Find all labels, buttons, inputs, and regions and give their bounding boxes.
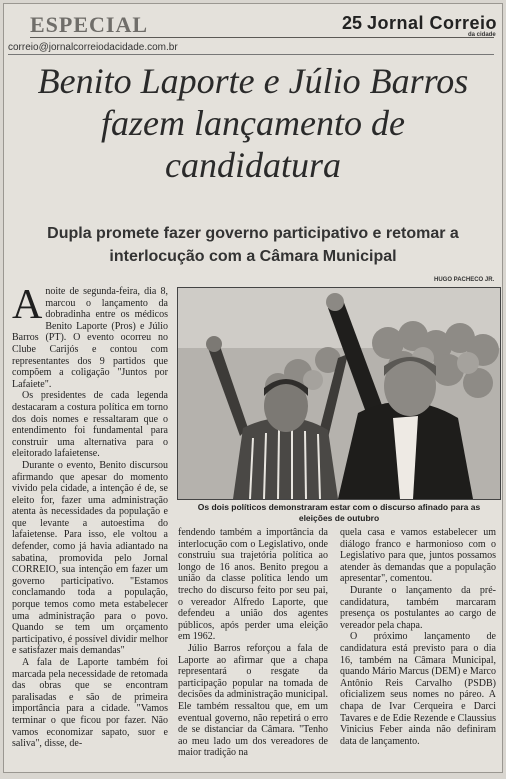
paragraph: Os presidentes de cada legenda destacaram a costura política em torno dos dois nomes e ressaltaram que o entendimento foi fundamental para construir uma alternativa para o eleitorado lafaietense. bbox=[12, 390, 168, 460]
paragraph: A noite de segunda-feira, dia 8, marcou o lançamento da dobradinha entre os médicos Benito Laporte (Pros) e Júlio Barros (PT). O evento ocorreu no Clube Carijós e contou com representantes dos 9 partidos que compõem a coligação "Juntos por Lafaiete". bbox=[12, 286, 168, 390]
newspaper-page bbox=[3, 3, 503, 773]
newspaper-logo-sub: da cidade bbox=[468, 32, 496, 38]
article-photo bbox=[177, 287, 501, 500]
paragraph: Durante o lançamento da pré-candidatura, também marcaram presença os postulantes ao cargo de vereador pela chapa. bbox=[340, 584, 496, 631]
article-column-3 bbox=[340, 527, 496, 767]
paragraph: A fala de Laporte também foi marcada pela necessidade de retomada das obras que se encontram paralisadas e são de primeira importância para a cidade. "Vamos terminar o que ficou por fazer. Não vamos economizar sapato, suor e saliva", disse, de- bbox=[12, 657, 168, 750]
article-subhead: Dupla promete fazer governo participativo e retomar a interlocução com a Câmara Municipal bbox=[47, 225, 459, 265]
paragraph: quela casa e vamos estabelecer um diálogo franco e harmonioso com o Legislativo para que, juntos possamos atender às demandas que a população apresentar", comentou. bbox=[340, 527, 496, 585]
paragraph: O próximo lançamento de candidatura está previsto para o dia 16, também na Câmara Municipal, quando Mário Marcus (DEM) e Marco Antônio Reis Carvalho (PSDB) oficializem seus nomes no páreo. A chapa de Ivar Cerqueira e Darci Tavares e de Edie Rezende e Claussius Vinicius Feber ainda não definiram data de lançamento. bbox=[340, 631, 496, 747]
drop-cap: A bbox=[12, 286, 43, 328]
photo-credit: HUGO PACHECO JR. bbox=[434, 277, 495, 283]
page-number: 25 bbox=[342, 13, 363, 33]
article-column-2 bbox=[178, 527, 328, 767]
section-title: ESPECIAL bbox=[30, 12, 149, 37]
newspaper-logo: Jornal Correio bbox=[367, 13, 498, 33]
contact-email[interactable]: correio@jornalcorreiodacidade.com.br bbox=[8, 42, 178, 53]
article-headline: Benito Laporte e Júlio Barros fazem lançamento de candidatura bbox=[37, 61, 469, 185]
photo-illustration bbox=[178, 288, 500, 499]
paragraph: fendendo também a importância da interlocução com o Legislativo, onde construiu sua trajetória política ao longo de 16 anos. Benito pregou a união da classe política lendo um trecho do discurso feito por seu pai, o vereador Alfredo Laporte, que defendeu a união dos agentes públicos, após perder uma eleição em 1962. bbox=[178, 527, 328, 643]
email-rule bbox=[8, 54, 494, 55]
page-header bbox=[4, 4, 502, 56]
paragraph: Durante o evento, Benito discursou afirmando que apesar do momento vivido pela cidade, a intenção é de, se eleito for, fazer uma administração atenta às necessidades da população e que levante a autoestima do lafaietense. Para isso, ele voltou a defender, como já havia adiantado na sabatina, promovida pelo Jornal CORREIO, sua intenção em fazer um governo participativo. "Estamos conclamando toda a população, porque temos como meta estabelecer uma administração para o povo. Quando se tem um orçamento participativo, é possível dividir melhor e satisfazer mais demandas" bbox=[12, 459, 168, 657]
article-column-1 bbox=[12, 286, 168, 768]
photo-caption: Os dois políticos demonstraram estar com o discurso afinado para as eleições de outubro bbox=[197, 502, 481, 523]
paragraph: Júlio Barros reforçou a fala de Laporte ao afirmar que a chapa representará o resgate da participação popular na tomada de decisões da administração municipal. Ele também ressaltou que, em um eventual governo, não repetirá o erro de se distanciar da Câmara. "Tenho ao meu lado um dos vereadores de maior tradição na bbox=[178, 642, 328, 759]
header-rule bbox=[30, 37, 494, 38]
